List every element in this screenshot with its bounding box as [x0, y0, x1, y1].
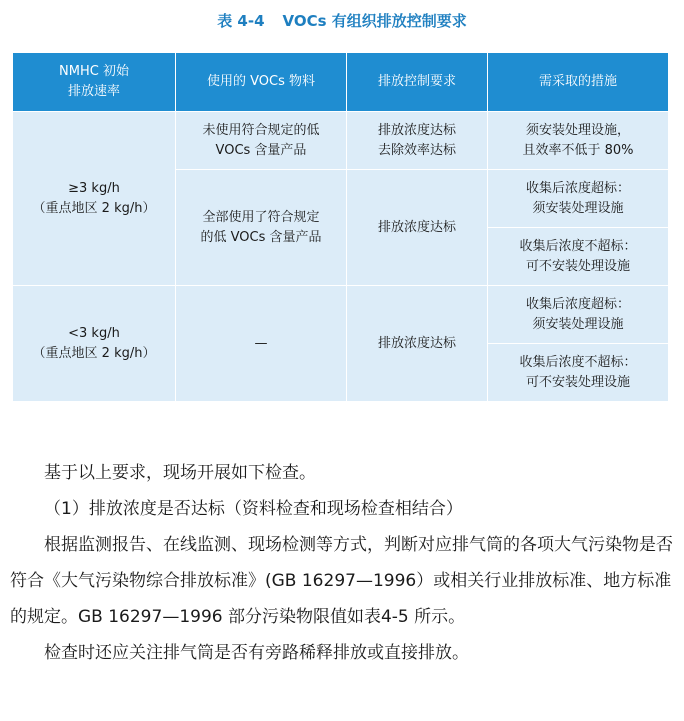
table-title: VOCs 有组织排放控制要求 — [282, 12, 467, 30]
table-header-row — [13, 53, 669, 112]
paragraph: 基于以上要求，现场开展如下检查。 — [44, 463, 316, 483]
measure-cell: 须安装处理设施， 且效率不低于 80% — [488, 112, 669, 170]
header-vocs-material: 使用的 VOCs 物料 — [176, 53, 347, 112]
paragraph: 检查时还应关注排气筒是否有旁路稀释排放或直接排放。 — [44, 643, 469, 663]
header-control-requirement: 排放控制要求 — [347, 53, 488, 112]
requirement-cell: 排放浓度达标 去除效率达标 — [347, 112, 488, 170]
measure-cell: 收集后浓度超标： 须安装处理设施 — [488, 170, 669, 228]
measure-cell: 收集后浓度超标： 须安装处理设施 — [488, 286, 669, 344]
body-text — [10, 455, 674, 671]
vocs-control-table — [12, 52, 669, 402]
table-row — [13, 112, 669, 170]
paragraph: （1）排放浓度是否达标（资料检查和现场检查相结合） — [44, 499, 463, 519]
rate-cell-low: <3 kg/h （重点地区 2 kg/h） — [13, 286, 176, 402]
requirement-cell: 排放浓度达标 — [347, 170, 488, 286]
table-number: 表 4-4 — [217, 12, 265, 30]
material-cell: — — [176, 286, 347, 402]
rate-cell-high: ≥3 kg/h （重点地区 2 kg/h） — [13, 112, 176, 286]
measure-cell: 收集后浓度不超标： 可不安装处理设施 — [488, 228, 669, 286]
requirement-cell: 排放浓度达标 — [347, 286, 488, 402]
material-cell: 未使用符合规定的低 VOCs 含量产品 — [176, 112, 347, 170]
header-measures: 需采取的措施 — [488, 53, 669, 112]
measure-cell: 收集后浓度不超标： 可不安装处理设施 — [488, 344, 669, 402]
header-nmhc-rate: NMHC 初始 排放速率 — [13, 53, 176, 112]
table-caption — [0, 10, 684, 31]
table-row — [13, 286, 669, 344]
paragraph: 根据监测报告、在线监测、现场检测等方式，判断对应排气筒的各项大气污染物是否符合《大气污染物综合排放标准》(GB 16297—1996）或相关行业排放标准、地方标准的规定。GB 16297—1996 部分污染物限值如表4-5 所示。 — [10, 535, 673, 627]
material-cell: 全部使用了符合规定 的低 VOCs 含量产品 — [176, 170, 347, 286]
